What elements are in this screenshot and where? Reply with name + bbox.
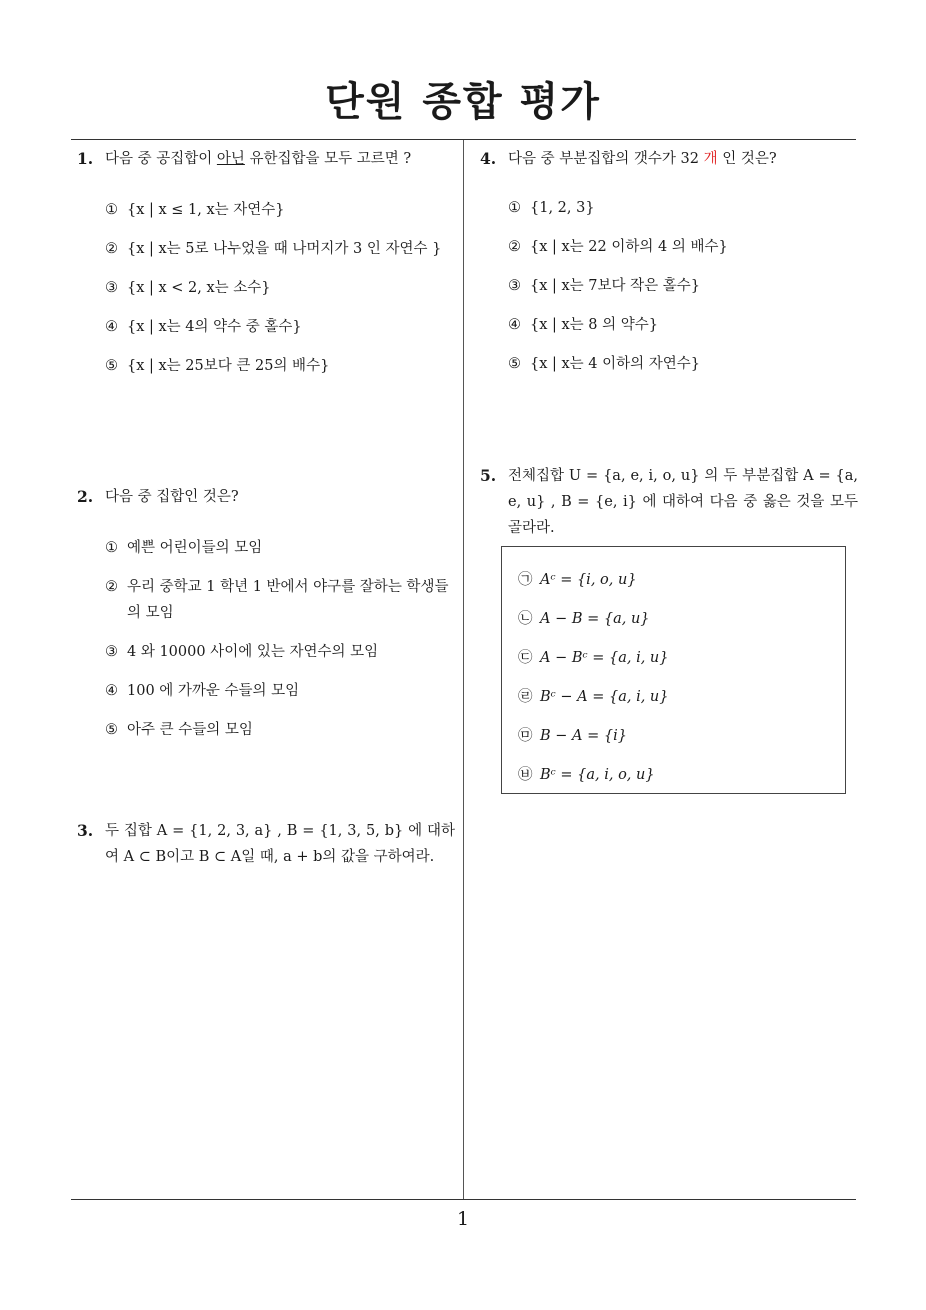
option-marker: ④ [508, 317, 521, 333]
option-marker: ① [105, 202, 118, 218]
option-3[interactable] [105, 275, 449, 301]
option-text: {x | x는 4 이하의 자연수} [530, 356, 701, 372]
option-2[interactable] [105, 236, 449, 262]
question-4 [480, 146, 858, 390]
option-3[interactable] [105, 639, 449, 665]
option-marker: ② [105, 579, 118, 595]
statement-item-4[interactable] [518, 684, 845, 710]
option-marker: ③ [508, 278, 521, 294]
question-3 [77, 818, 455, 870]
option-marker: ⑤ [105, 722, 118, 738]
option-text: {x | x는 5로 나누었을 때 나머지가 3 인 자연수 } [127, 241, 442, 257]
statement-text: B − A = {i} [540, 728, 627, 744]
statement-text: Bᶜ − A = {a, i, u} [540, 689, 669, 705]
statement-marker: ㉤ [518, 728, 533, 744]
option-1[interactable] [508, 195, 858, 221]
question-number: 5. [480, 466, 497, 485]
option-text: {x | x는 25보다 큰 25의 배수} [127, 358, 330, 374]
statement-item-3[interactable] [518, 645, 845, 671]
page-title: 단원 종합 평가 [325, 79, 601, 125]
option-marker: ① [105, 540, 118, 556]
underlined-word: 아닌 [216, 151, 245, 167]
option-text: {x | x는 8 의 약수} [530, 317, 658, 333]
option-text: {x | x < 2, x는 소수} [127, 280, 271, 296]
question-text-tail: 인 것은? [717, 151, 777, 167]
option-text: 아주 큰 수들의 모임 [127, 722, 253, 738]
question-number: 3. [77, 821, 94, 840]
option-text: {x | x ≤ 1, x는 자연수} [127, 202, 285, 218]
option-5[interactable] [105, 717, 449, 743]
option-text: {x | x는 4의 약수 중 홀수} [127, 319, 302, 335]
question-number: 2. [77, 487, 94, 506]
question-text: 다음 중 집합인 것은? [105, 489, 239, 505]
question-text: 두 집합 A = {1, 2, 3, a} , B = {1, 3, 5, b} 에 대하여 A ⊂ B이고 B ⊂ A일 때, a + b의 값을 구하여라. [105, 823, 455, 865]
bottom-rule [71, 1199, 856, 1200]
option-list [77, 197, 449, 379]
question-text: 전체집합 U = {a, e, i, o, u} 의 두 부분집합 A = {a, e, u} , B = {e, i} 에 대하여 다음 중 옳은 것을 모두 골라라. [508, 468, 858, 536]
option-marker: ② [508, 239, 521, 255]
question-5 [480, 463, 858, 541]
statement-text: A − B = {a, u} [540, 611, 650, 627]
option-marker: ③ [105, 280, 118, 296]
option-marker: ① [508, 200, 521, 216]
option-marker: ④ [105, 319, 118, 335]
option-marker: ④ [105, 683, 118, 699]
statement-marker: ㉡ [518, 611, 533, 627]
option-text: 우리 중학교 1 학년 1 반에서 야구를 잘하는 학생들의 모임 [127, 579, 449, 621]
statement-marker: ㉠ [518, 572, 533, 588]
option-1[interactable] [105, 535, 449, 561]
statement-item-5[interactable] [518, 723, 845, 749]
statement-text: Bᶜ = {a, i, o, u} [540, 767, 655, 783]
option-marker: ⑤ [508, 356, 521, 372]
option-text: 100 에 가까운 수들의 모임 [127, 683, 300, 699]
option-1[interactable] [105, 197, 449, 223]
option-marker: ⑤ [105, 358, 118, 374]
question-stem [77, 484, 449, 510]
statement-marker: ㉣ [518, 689, 533, 705]
question-1 [77, 146, 449, 392]
option-marker: ② [105, 241, 118, 257]
statement-text: A − Bᶜ = {a, i, u} [540, 650, 669, 666]
statement-item-1[interactable] [518, 567, 845, 593]
option-4[interactable] [508, 312, 858, 338]
question-text: 다음 중 부분집합의 갯수가 32 [508, 151, 704, 167]
option-4[interactable] [105, 678, 449, 704]
option-3[interactable] [508, 273, 858, 299]
question-text-tail: 유한집합을 모두 고르면 ? [244, 151, 412, 167]
option-text: 4 와 10000 사이에 있는 자연수의 모임 [127, 644, 379, 660]
statement-marker: ㉥ [518, 767, 533, 783]
option-text: {1, 2, 3} [530, 200, 595, 216]
question-stem [480, 146, 858, 172]
statement-item-2[interactable] [518, 606, 845, 632]
question-stem [480, 463, 858, 541]
option-text: 예쁜 어린이들의 모임 [127, 540, 263, 556]
statement-text: Aᶜ = {i, o, u} [540, 572, 637, 588]
option-5[interactable] [105, 353, 449, 379]
statement-box [501, 546, 846, 794]
question-number: 4. [480, 149, 497, 168]
question-number: 1. [77, 149, 94, 168]
question-text: 다음 중 공집합이 [105, 151, 217, 167]
statement-marker: ㉢ [518, 650, 533, 666]
statement-item-6[interactable] [518, 762, 845, 788]
option-5[interactable] [508, 351, 858, 377]
highlighted-word: 개 [703, 151, 718, 167]
option-text: {x | x는 7보다 작은 홀수} [530, 278, 701, 294]
column-divider [463, 140, 464, 1200]
option-list [77, 535, 449, 743]
option-2[interactable] [105, 574, 449, 626]
option-2[interactable] [508, 234, 858, 260]
option-marker: ③ [105, 644, 118, 660]
question-stem [77, 146, 449, 172]
question-stem [77, 818, 455, 870]
option-list [480, 195, 858, 377]
option-text: {x | x는 22 이하의 4 의 배수} [530, 239, 728, 255]
page-number: 1 [456, 1208, 470, 1230]
option-4[interactable] [105, 314, 449, 340]
question-2 [77, 484, 449, 756]
